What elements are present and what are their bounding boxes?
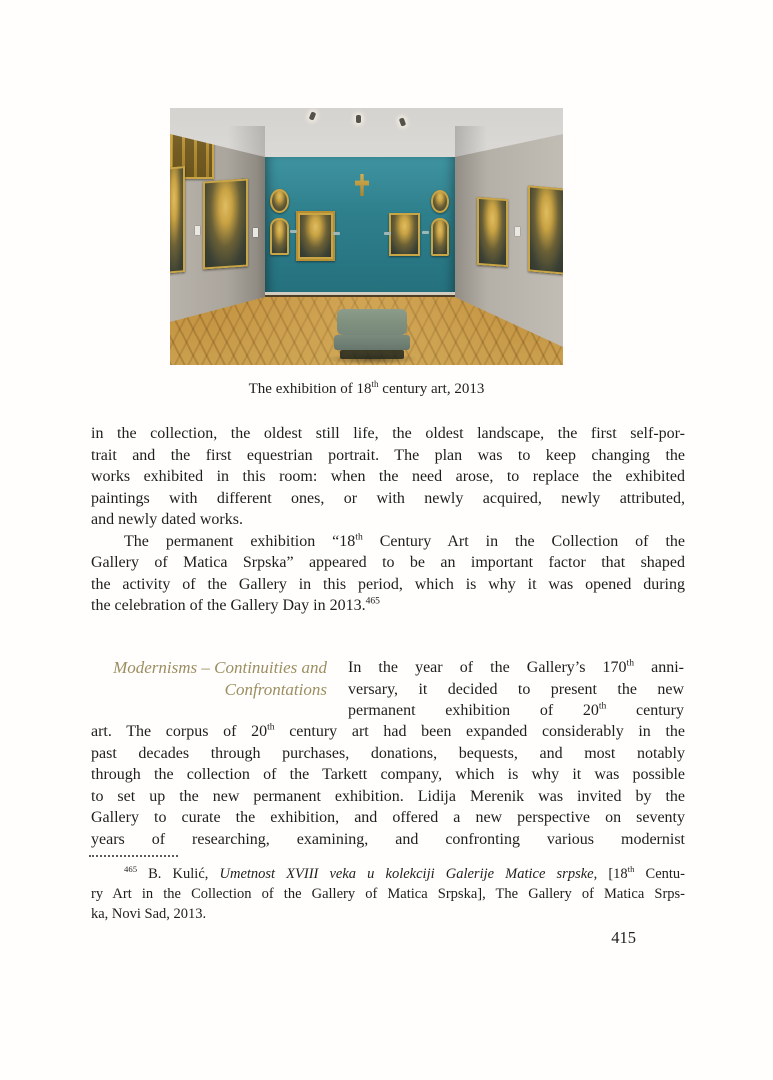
picture-light (422, 231, 429, 234)
body-text-line: the activity of the Gallery in this period, which is why it was opened during (91, 575, 685, 593)
wall-label (515, 227, 520, 236)
body-text-line: art. The corpus of 20th century art had been expanded considerably in the (91, 721, 685, 740)
bench-base (340, 350, 404, 359)
wall-label (195, 226, 200, 235)
figure-caption (170, 379, 563, 400)
back-wall-arched-icon (270, 218, 289, 255)
right-wall-icon-painting (477, 197, 508, 267)
gallery-photo (170, 108, 563, 365)
body-text-line: past decades through purchases, donations, bequests, and most notably (91, 744, 685, 762)
body-text-line: works exhibited in this room: when the need arose, to replace the exhibited (91, 468, 685, 485)
body-text-line: the celebration of the Gallery Day in 2013.$^{465}$ (91, 595, 380, 614)
back-wall-arched-icon (431, 218, 449, 256)
footnote-text-line: $^{465}$ B. Kulić, Umetnost XVIII veka u kolekciji Galerije Matice srpske, [18th Centu- (124, 864, 685, 882)
body-text (91, 423, 685, 617)
body-text-line: trait and the first equestrian portrait. The plan was to keep changing the (91, 446, 685, 464)
footnote-text-line: ka, Novi Sad, 2013. (91, 906, 207, 922)
footnote (91, 864, 685, 924)
body-text-line: Gallery to curate the exhibition, and offered a new perspective on seventy (91, 809, 685, 826)
body-paragraph-2 (91, 531, 685, 617)
section-heading (91, 657, 327, 701)
exhibition-bench (337, 309, 407, 335)
page-number: 415 (611, 928, 636, 947)
body-text-line: and newly dated works. (91, 511, 243, 528)
body-text-line: through the collection of the Tarkett company, which is why it was possible (91, 766, 685, 783)
body-text-line: in the collection, the oldest still life, the oldest landscape, the first self-por- (91, 425, 685, 442)
footnote-text-line: ry Art in the Collection of the Gallery of Matica Srpska], The Gallery of Matica Srps- (91, 886, 685, 902)
body-text-line: permanent exhibition of 20th century (348, 700, 684, 719)
right-wall-icon-painting (528, 185, 563, 274)
body-paragraph-3-continued (91, 721, 685, 850)
body-text-line: years of researching, examining, and confronting various modernist (91, 830, 685, 848)
body-paragraph-3-column (348, 657, 684, 722)
body-text-line: In the year of the Gallery’s 170th anni- (348, 657, 684, 676)
exhibition-bench-cushion (334, 335, 410, 350)
ceiling-spotlight-icon (356, 115, 361, 123)
body-paragraph-1 (91, 423, 685, 531)
back-wall-framed-icon (296, 211, 335, 261)
wall-label (253, 228, 258, 237)
picture-light (290, 230, 297, 233)
caption-text-line: The exhibition of 18th century art, 2013 (248, 379, 485, 397)
back-wall-icon-painting (389, 213, 420, 256)
body-text-line: paintings with different ones, or with newly acquired, newly attributed, (91, 489, 685, 507)
body-text-line: Gallery of Matica Srpska” appeared to be an important factor that shaped (91, 554, 685, 571)
back-wall-oval-icon (270, 189, 289, 213)
section-heading-line: Confrontations (224, 680, 327, 699)
back-wall-skirting-shadow (265, 295, 455, 297)
left-wall-icon-painting (170, 166, 185, 274)
section-heading-line: Modernisms – Continuities and (113, 658, 327, 677)
body-text-line: to set up the new permanent exhibition. Lidija Merenik was invited by the (91, 787, 685, 805)
left-wall-icon-painting (203, 178, 248, 269)
back-wall-oval-icon (431, 190, 449, 213)
picture-light (333, 232, 340, 235)
teal-back-wall (265, 157, 455, 295)
picture-light (384, 232, 391, 235)
body-text-line: versary, it decided to present the new (348, 680, 684, 698)
footnote-separator (89, 855, 178, 857)
body-text-line: The permanent exhibition “18th Century Art in the Collection of the (124, 531, 686, 550)
